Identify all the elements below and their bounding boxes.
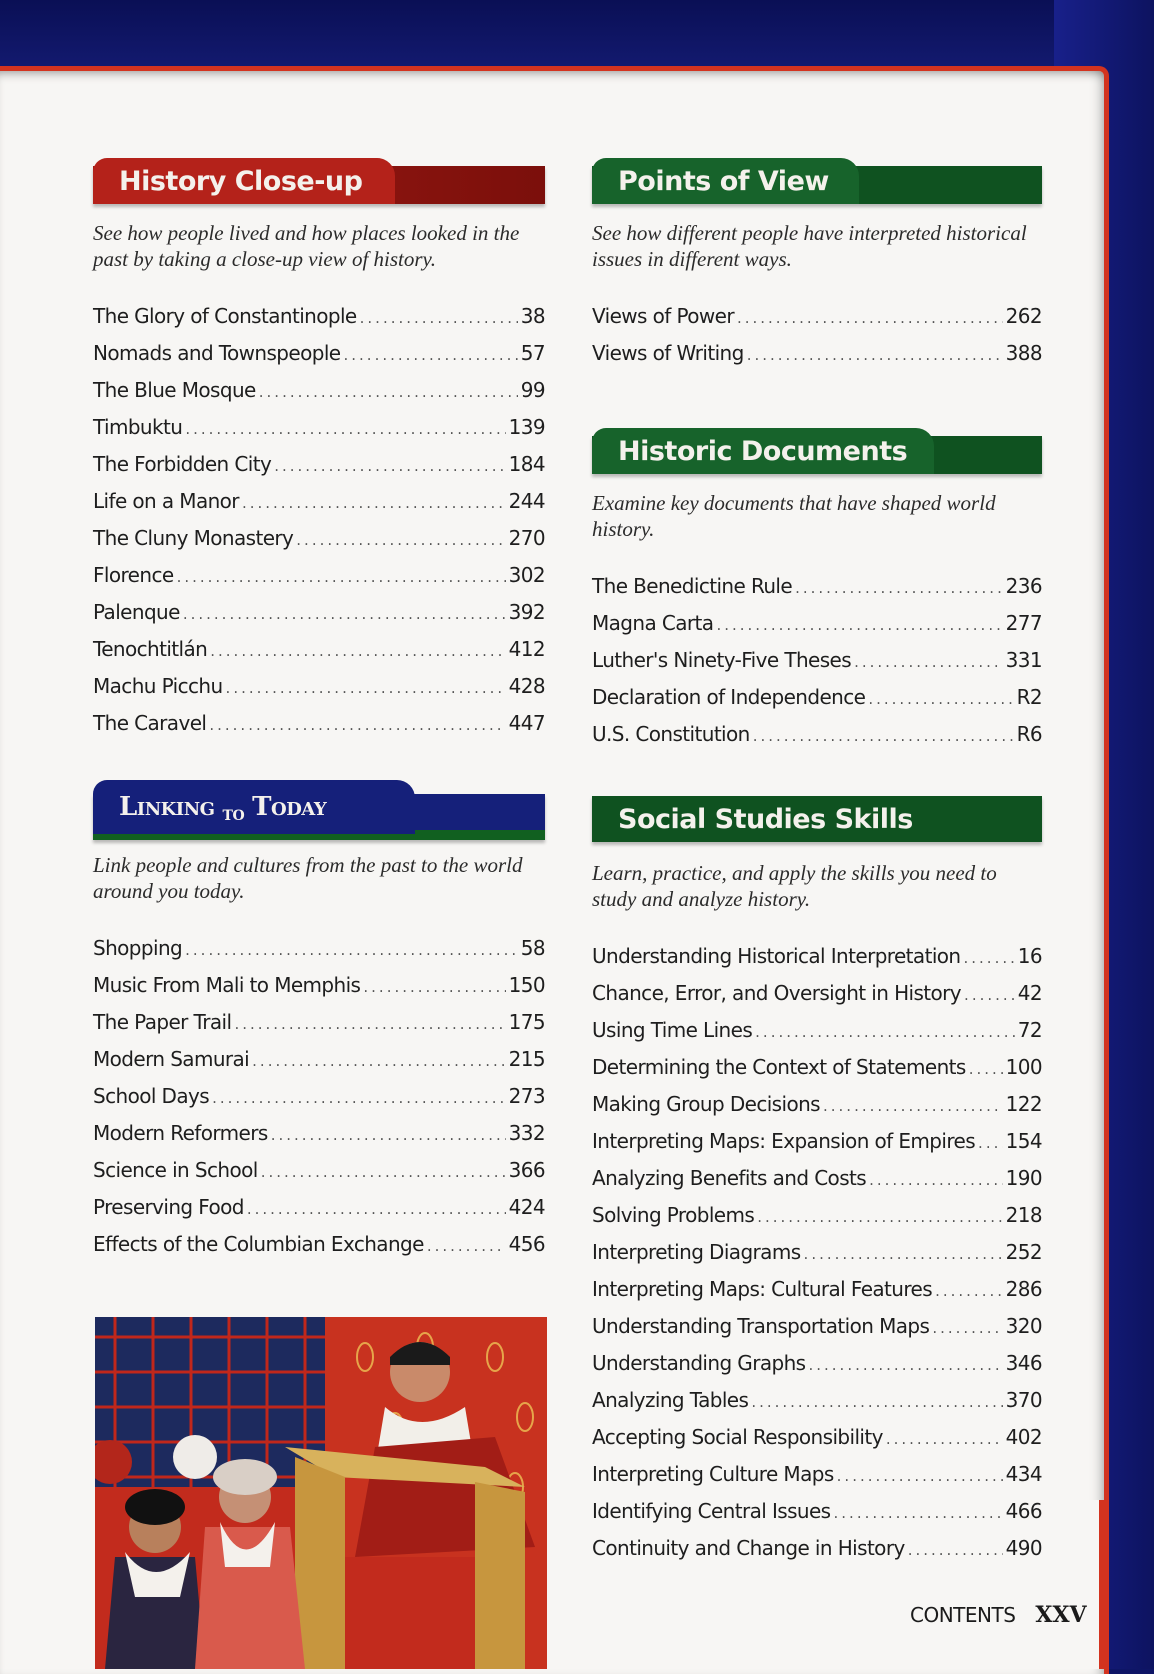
toc-entry[interactable] — [592, 1419, 1042, 1456]
toc-entry[interactable] — [592, 1160, 1042, 1197]
toc-entry[interactable] — [93, 594, 545, 631]
entry-page-number: 286 — [1005, 1277, 1042, 1301]
toc-entry[interactable] — [592, 298, 1042, 335]
entry-page-number: 388 — [1005, 341, 1042, 365]
entry-page-number: 16 — [1017, 944, 1042, 968]
page-number: XXV — [1035, 1602, 1087, 1628]
title-part-to: to — [222, 801, 245, 825]
dot-leader — [247, 1191, 506, 1228]
linking-to-today-section — [93, 780, 545, 1263]
toc-entry[interactable] — [93, 1189, 545, 1226]
toc-entry[interactable] — [592, 1049, 1042, 1086]
entry-title: Interpreting Maps: Cultural Features — [592, 1277, 933, 1301]
toc-entry[interactable] — [93, 1115, 545, 1152]
entry-page-number: R2 — [1016, 685, 1042, 709]
entry-page-number: 38 — [520, 304, 545, 328]
entry-title: The Glory of Constantinople — [93, 304, 357, 328]
entry-page-number: 236 — [1005, 574, 1042, 598]
dot-leader — [747, 337, 1003, 374]
dot-leader — [210, 633, 505, 670]
dot-leader — [360, 300, 518, 337]
dot-leader — [209, 707, 505, 744]
social-studies-skills-banner — [592, 796, 1042, 838]
entry-title: Life on a Manor — [93, 489, 239, 513]
entry-page-number: 434 — [1005, 1462, 1042, 1486]
entry-title: Understanding Historical Interpretation — [592, 944, 961, 968]
entry-page-number: 332 — [508, 1121, 545, 1145]
history-closeup-banner — [93, 158, 545, 200]
entry-page-number: 99 — [520, 378, 545, 402]
entry-title: Machu Picchu — [93, 674, 223, 698]
entry-title: Continuity and Change in History — [592, 1536, 905, 1560]
toc-entry[interactable] — [592, 1197, 1042, 1234]
dot-leader — [226, 670, 506, 707]
dot-leader — [753, 718, 1014, 755]
entry-page-number: 370 — [1005, 1388, 1042, 1412]
toc-entry[interactable] — [592, 1345, 1042, 1382]
history-closeup-section — [93, 158, 545, 742]
dot-leader — [274, 448, 505, 485]
linking-to-today-banner — [93, 780, 545, 825]
toc-entry[interactable] — [93, 483, 545, 520]
entry-title: Understanding Graphs — [592, 1351, 806, 1375]
section-title — [93, 780, 415, 834]
section-description: Examine key documents that have shaped world history. — [592, 491, 996, 541]
entry-title: Determining the Context of Statements — [592, 1055, 966, 1079]
entry-title: The Paper Trail — [93, 1010, 232, 1034]
dot-leader — [755, 1014, 1015, 1051]
entry-title: Tenochtitlán — [93, 637, 208, 661]
entry-page-number: 466 — [1005, 1499, 1042, 1523]
dot-leader — [837, 1458, 1003, 1495]
title-part-today: Today — [252, 792, 327, 822]
entry-page-number: 490 — [1005, 1536, 1042, 1560]
toc-entry[interactable] — [93, 1078, 545, 1115]
toc-entry[interactable] — [592, 1234, 1042, 1271]
entry-title: Luther's Ninety-Five Theses — [592, 648, 852, 672]
entry-page-number: R6 — [1016, 722, 1042, 746]
entry-page-number: 72 — [1017, 1018, 1042, 1042]
toc-entry[interactable] — [93, 520, 545, 557]
entry-title: Modern Reformers — [93, 1121, 268, 1145]
section-description: Learn, practice, and apply the skills you need to study and analyze history. — [592, 861, 997, 911]
entry-page-number: 273 — [508, 1084, 545, 1108]
toc-entry[interactable] — [93, 1226, 545, 1263]
entry-title: The Blue Mosque — [93, 378, 256, 402]
dot-leader — [751, 1384, 1002, 1421]
entry-title: Interpreting Diagrams — [592, 1240, 801, 1264]
entry-page-number: 244 — [508, 489, 545, 513]
entry-page-number: 346 — [1005, 1351, 1042, 1375]
dot-leader — [242, 485, 506, 522]
linking-to-today-list — [93, 930, 545, 1263]
toc-entry[interactable] — [592, 605, 1042, 642]
toc-entry[interactable] — [592, 1456, 1042, 1493]
entry-page-number: 392 — [508, 600, 545, 624]
section-title: Historic Documents — [592, 428, 934, 474]
toc-entry[interactable] — [592, 568, 1042, 605]
entry-page-number: 122 — [1005, 1092, 1042, 1116]
toc-entry[interactable] — [592, 938, 1042, 975]
toc-entry[interactable] — [592, 1493, 1042, 1530]
entry-title: Declaration of Independence — [592, 685, 866, 709]
entry-title: Florence — [93, 563, 174, 587]
dot-leader — [964, 977, 1015, 1014]
toc-entry[interactable] — [93, 446, 545, 483]
entry-title: Chance, Error, and Oversight in History — [592, 981, 962, 1005]
dot-leader — [177, 559, 506, 596]
manuscript-illustration — [95, 1317, 547, 1669]
dot-leader — [834, 1495, 1003, 1532]
entry-page-number: 42 — [1017, 981, 1042, 1005]
entry-title: Identifying Central Issues — [592, 1499, 831, 1523]
page-edge-notch — [1081, 1500, 1104, 1669]
dot-leader — [757, 1199, 1002, 1236]
toc-entry[interactable] — [93, 668, 545, 705]
entry-page-number: 366 — [508, 1158, 545, 1182]
dot-leader — [427, 1228, 506, 1265]
entry-page-number: 184 — [508, 452, 545, 476]
entry-page-number: 402 — [1005, 1425, 1042, 1449]
entry-title: Analyzing Tables — [592, 1388, 749, 1412]
section-description: See how people lived and how places looked in the past by taking a close-up view of history. — [93, 221, 520, 271]
dot-leader — [271, 1117, 506, 1154]
entry-title: School Days — [93, 1084, 210, 1108]
entry-page-number: 428 — [508, 674, 545, 698]
entry-title: The Benedictine Rule — [592, 574, 793, 598]
social-studies-skills-list — [592, 938, 1042, 1567]
entry-page-number: 320 — [1005, 1314, 1042, 1338]
entry-title: Using Time Lines — [592, 1018, 753, 1042]
dot-leader — [737, 300, 1003, 337]
toc-entry[interactable] — [592, 716, 1042, 753]
entry-title: Science in School — [93, 1158, 258, 1182]
toc-entry[interactable] — [592, 1123, 1042, 1160]
toc-entry[interactable] — [93, 372, 545, 409]
dot-leader — [868, 681, 1013, 718]
entry-page-number: 262 — [1005, 304, 1042, 328]
entry-title: Understanding Transportation Maps — [592, 1314, 930, 1338]
entry-title: Nomads and Townspeople — [93, 341, 341, 365]
top-border — [0, 0, 1154, 70]
dot-leader — [234, 1006, 505, 1043]
dot-leader — [964, 940, 1015, 977]
entry-page-number: 331 — [1005, 648, 1042, 672]
historic-documents-section — [592, 428, 1042, 753]
title-part-linking: Linking — [119, 792, 215, 822]
entry-title: Timbuktu — [93, 415, 183, 439]
history-closeup-list — [93, 298, 545, 742]
toc-entry[interactable] — [93, 1152, 545, 1189]
toc-entry[interactable] — [592, 975, 1042, 1012]
toc-entry[interactable] — [93, 557, 545, 594]
dot-leader — [363, 969, 505, 1006]
section-description: Link people and cultures from the past to the world around you today. — [93, 853, 523, 903]
entry-title: Analyzing Benefits and Costs — [592, 1166, 867, 1190]
toc-entry[interactable] — [592, 1382, 1042, 1419]
entry-page-number: 424 — [508, 1195, 545, 1219]
entry-title: Magna Carta — [592, 611, 714, 635]
toc-entry[interactable] — [93, 705, 545, 742]
dot-leader — [185, 411, 505, 448]
toc-entry[interactable] — [93, 930, 545, 967]
entry-page-number: 252 — [1005, 1240, 1042, 1264]
entry-page-number: 447 — [508, 711, 545, 735]
toc-entry[interactable] — [592, 642, 1042, 679]
dot-leader — [795, 570, 1003, 607]
section-title: Points of View — [592, 158, 859, 204]
toc-entry[interactable] — [592, 1086, 1042, 1123]
toc-entry[interactable] — [592, 335, 1042, 372]
toc-entry[interactable] — [93, 631, 545, 668]
entry-page-number: 215 — [508, 1047, 545, 1071]
entry-title: Interpreting Maps: Expansion of Empires — [592, 1129, 976, 1153]
dot-leader — [854, 644, 1003, 681]
entry-page-number: 218 — [1005, 1203, 1042, 1227]
dot-leader — [978, 1125, 1003, 1162]
entry-title: Solving Problems — [592, 1203, 755, 1227]
entry-page-number: 456 — [508, 1232, 545, 1256]
entry-title: U.S. Constitution — [592, 722, 750, 746]
dot-leader — [212, 1080, 506, 1117]
dot-leader — [932, 1310, 1002, 1347]
dot-leader — [969, 1051, 1003, 1088]
entry-page-number: 58 — [520, 936, 545, 960]
entry-page-number: 277 — [1005, 611, 1042, 635]
entry-title: Preserving Food — [93, 1195, 244, 1219]
entry-title: Interpreting Culture Maps — [592, 1462, 834, 1486]
toc-entry[interactable] — [592, 1308, 1042, 1345]
entry-page-number: 100 — [1005, 1055, 1042, 1079]
dot-leader — [869, 1162, 1003, 1199]
toc-entry[interactable] — [93, 967, 545, 1004]
entry-page-number: 270 — [508, 526, 545, 550]
entry-page-number: 57 — [520, 341, 545, 365]
entry-page-number: 412 — [508, 637, 545, 661]
entry-title: The Caravel — [93, 711, 207, 735]
section-title: History Close-up — [93, 158, 395, 204]
points-of-view-list — [592, 298, 1042, 372]
section-title: Social Studies Skills — [618, 803, 913, 835]
entry-title: Effects of the Columbian Exchange — [93, 1232, 424, 1256]
entry-title: Views of Writing — [592, 341, 744, 365]
dot-leader — [344, 337, 518, 374]
entry-page-number: 175 — [508, 1010, 545, 1034]
dot-leader — [261, 1154, 506, 1191]
points-of-view-banner — [592, 158, 1042, 200]
toc-entry[interactable] — [592, 679, 1042, 716]
entry-title: Views of Power — [592, 304, 734, 328]
entry-page-number: 154 — [1005, 1129, 1042, 1153]
entry-title: Music From Mali to Memphis — [93, 973, 361, 997]
dot-leader — [183, 596, 506, 633]
entry-title: Accepting Social Responsibility — [592, 1425, 883, 1449]
illustration-image — [95, 1317, 547, 1669]
entry-title: Modern Samurai — [93, 1047, 250, 1071]
entry-title: Palenque — [93, 600, 180, 624]
toc-entry[interactable] — [93, 1004, 545, 1041]
entry-page-number: 190 — [1005, 1166, 1042, 1190]
dot-leader — [296, 522, 505, 559]
dot-leader — [908, 1532, 1003, 1569]
dot-leader — [252, 1043, 505, 1080]
entry-title: The Forbidden City — [93, 452, 272, 476]
entry-page-number: 150 — [508, 973, 545, 997]
entry-page-number: 302 — [508, 563, 545, 587]
dot-leader — [185, 932, 518, 969]
toc-entry[interactable] — [592, 1530, 1042, 1567]
entry-title: The Cluny Monastery — [93, 526, 294, 550]
dot-leader — [804, 1236, 1003, 1273]
dot-leader — [808, 1347, 1002, 1384]
toc-entry[interactable] — [93, 335, 545, 372]
footer-label: CONTENTS — [910, 1603, 1016, 1627]
historic-documents-banner — [592, 428, 1042, 470]
social-studies-skills-section — [592, 796, 1042, 1567]
page-footer — [910, 1602, 1087, 1628]
points-of-view-section — [592, 158, 1042, 372]
toc-entry[interactable] — [592, 1271, 1042, 1308]
dot-leader — [259, 374, 518, 411]
historic-documents-list — [592, 568, 1042, 753]
entry-page-number: 139 — [508, 415, 545, 439]
dot-leader — [716, 607, 1002, 644]
dot-leader — [935, 1273, 1003, 1310]
toc-entry[interactable] — [93, 298, 545, 335]
dot-leader — [823, 1088, 1003, 1125]
toc-entry[interactable] — [592, 1012, 1042, 1049]
toc-entry[interactable] — [93, 1041, 545, 1078]
dot-leader — [886, 1421, 1003, 1458]
toc-entry[interactable] — [93, 409, 545, 446]
entry-title: Shopping — [93, 936, 183, 960]
entry-title: Making Group Decisions — [592, 1092, 820, 1116]
section-description: See how different people have interpreted historical issues in different ways. — [592, 221, 1027, 271]
